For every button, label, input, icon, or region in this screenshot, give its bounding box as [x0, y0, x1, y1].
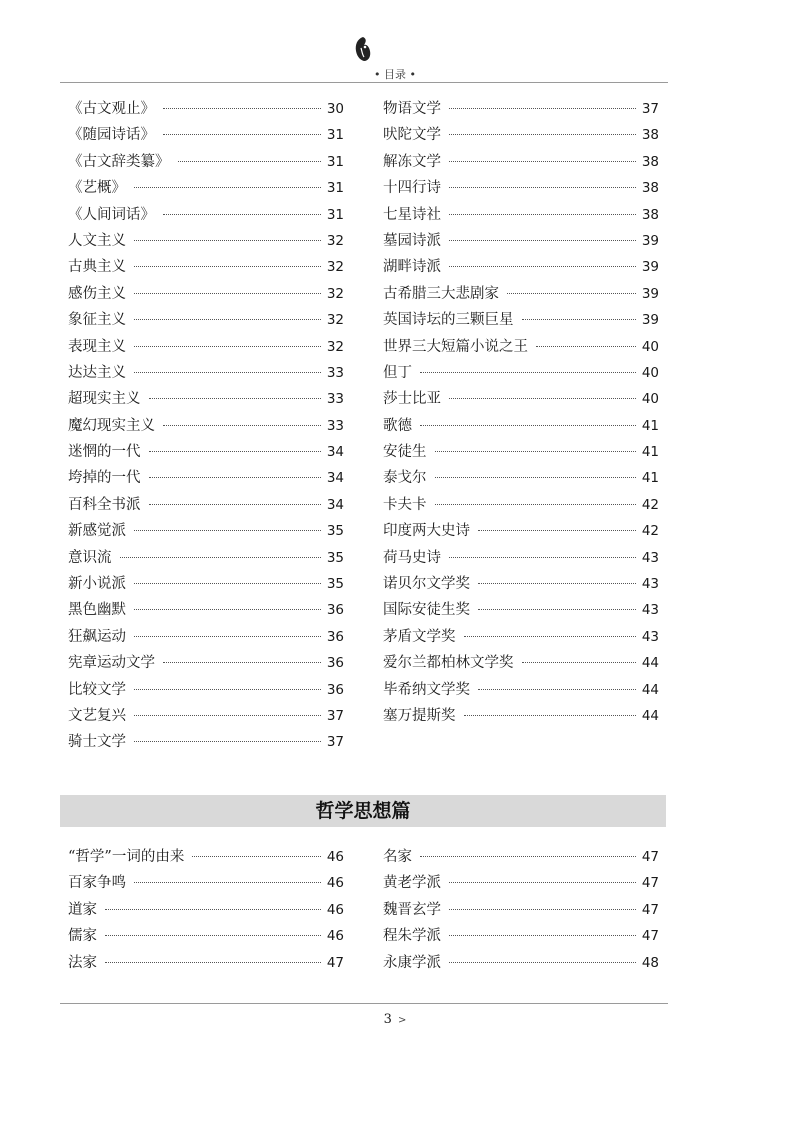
toc-entry-title: 《艺概》: [68, 180, 126, 197]
toc-entry-page: 36: [326, 628, 344, 645]
dot-leader: [149, 451, 321, 452]
toc-entry-page: 38: [641, 206, 659, 223]
dot-leader: [435, 477, 636, 478]
toc-entry-title: 泰戈尔: [383, 470, 427, 487]
dot-leader: [449, 935, 636, 936]
dot-leader: [120, 557, 321, 558]
toc-entry-title: 道家: [68, 901, 97, 918]
page-number-value: 3: [383, 1012, 392, 1027]
toc-top-left: [68, 96, 344, 756]
toc-entry[interactable]: [383, 650, 659, 676]
toc-entry-page: 38: [641, 127, 659, 144]
toc-entry[interactable]: [383, 334, 659, 360]
toc-entry[interactable]: [383, 281, 659, 307]
dot-leader: [449, 557, 636, 558]
toc-bottom-left: [68, 844, 344, 976]
dot-leader: [134, 319, 321, 320]
toc-entry[interactable]: [383, 202, 659, 228]
dot-leader: [420, 425, 636, 426]
dot-leader: [449, 240, 636, 241]
toc-entry-title: 世界三大短篇小说之王: [383, 338, 528, 355]
toc-entry-title: 永康学派: [383, 954, 441, 971]
toc-entry-page: 32: [326, 232, 344, 249]
toc-entry-page: 36: [326, 655, 344, 672]
toc-entry-page: 44: [641, 655, 659, 672]
toc-entry-title: 七星诗社: [383, 206, 441, 223]
toc-entry[interactable]: [68, 492, 344, 518]
toc-entry-title: 爱尔兰都柏林文学奖: [383, 655, 514, 672]
next-arrow-icon: >: [397, 1015, 407, 1026]
toc-entry-page: 41: [641, 417, 659, 434]
toc-entry-title: 表现主义: [68, 338, 126, 355]
toc-entry-page: 35: [326, 576, 344, 593]
toc-entry[interactable]: [68, 923, 344, 949]
toc-entry-title: 《古文观止》: [68, 101, 155, 117]
dot-leader: [134, 187, 321, 188]
toc-entry-page: 32: [326, 259, 344, 276]
toc-entry-page: 43: [641, 576, 659, 593]
toc-entry-title: 文艺复兴: [68, 707, 126, 724]
dot-leader: [449, 187, 636, 188]
toc-entry[interactable]: [383, 624, 659, 650]
toc-entry[interactable]: [383, 96, 659, 122]
publisher-logo-icon: [353, 36, 373, 62]
toc-entry-title: 古希腊三大悲剧家: [383, 285, 499, 302]
dot-leader: [449, 398, 636, 399]
toc-entry-page: 33: [326, 417, 344, 434]
toc-entry[interactable]: [68, 950, 344, 976]
toc-entry-page: 43: [641, 628, 659, 645]
toc-entry-page: 47: [641, 875, 659, 892]
toc-entry-title: 十四行诗: [383, 180, 441, 197]
dot-leader: [163, 662, 321, 663]
dot-leader: [163, 425, 321, 426]
toc-entry[interactable]: [383, 844, 659, 870]
dot-leader: [105, 909, 321, 910]
toc-entry-title: 新小说派: [68, 576, 126, 593]
toc-entry[interactable]: [383, 465, 659, 491]
toc-entry[interactable]: [68, 360, 344, 386]
toc-entry-page: 46: [326, 875, 344, 892]
dot-leader: [134, 636, 321, 637]
toc-entry-page: 41: [641, 444, 659, 461]
toc-entry-page: 30: [326, 101, 344, 117]
toc-entry-title: 百家争鸣: [68, 875, 126, 892]
toc-entry[interactable]: [68, 844, 344, 870]
dot-leader: [449, 108, 636, 109]
dot-leader: [420, 372, 636, 373]
toc-entry-page: 46: [326, 928, 344, 945]
toc-entry-title: 骑士文学: [68, 734, 126, 751]
dot-leader: [435, 504, 636, 505]
toc-entry[interactable]: [383, 254, 659, 280]
toc-entry-page: 39: [641, 232, 659, 249]
dot-leader: [134, 240, 321, 241]
toc-entry-title: 象征主义: [68, 312, 126, 329]
toc-entry-page: 34: [326, 470, 344, 487]
toc-entry[interactable]: [68, 254, 344, 280]
toc-entry[interactable]: [68, 597, 344, 623]
toc-entry-page: 47: [641, 849, 659, 865]
toc-entry-title: 印度两大史诗: [383, 523, 470, 540]
toc-entry[interactable]: [68, 175, 344, 201]
toc-entry-title: 塞万提斯奖: [383, 707, 456, 724]
dot-leader: [134, 583, 321, 584]
dot-leader: [192, 856, 320, 857]
toc-entry-title: 卡夫卡: [383, 496, 427, 513]
toc-entry-title: 法家: [68, 954, 97, 971]
toc-entry[interactable]: [383, 386, 659, 412]
toc-entry-title: 湖畔诗派: [383, 259, 441, 276]
toc-entry-page: 39: [641, 312, 659, 329]
toc-entry-page: 40: [641, 391, 659, 408]
dot-leader: [522, 319, 636, 320]
dot-leader: [163, 214, 321, 215]
dot-leader: [478, 583, 636, 584]
toc-entry[interactable]: [383, 413, 659, 439]
toc-entry[interactable]: [68, 122, 344, 148]
toc-entry-title: 新感觉派: [68, 523, 126, 540]
toc-entry[interactable]: [383, 703, 659, 729]
toc-entry-title: 感伤主义: [68, 285, 126, 302]
toc-entry-page: 43: [641, 602, 659, 619]
footer-divider: [60, 1003, 668, 1004]
dot-leader: [134, 689, 321, 690]
toc-entry-title: 宪章运动文学: [68, 655, 155, 672]
toc-entry-page: 36: [326, 602, 344, 619]
toc-entry-page: 38: [641, 153, 659, 170]
toc-entry-title: 魏晋玄学: [383, 901, 441, 918]
dot-leader: [449, 214, 636, 215]
toc-entry-page: 46: [326, 849, 344, 865]
dot-leader: [522, 662, 636, 663]
dot-leader: [478, 609, 636, 610]
toc-entry-page: 37: [641, 101, 659, 117]
toc-entry-title: 安徒生: [383, 444, 427, 461]
toc-entry[interactable]: [383, 149, 659, 175]
toc-entry-title: 毕希纳文学奖: [383, 681, 470, 698]
toc-entry-title: 解冻文学: [383, 153, 441, 170]
section-header: [60, 795, 666, 827]
toc-entry[interactable]: [383, 492, 659, 518]
dot-leader: [149, 398, 321, 399]
dot-leader: [449, 161, 636, 162]
dot-leader: [134, 741, 321, 742]
toc-entry[interactable]: [383, 923, 659, 949]
header-divider: [60, 82, 668, 83]
dot-leader: [149, 477, 321, 478]
toc-entry[interactable]: [383, 360, 659, 386]
toc-entry-title: 比较文学: [68, 681, 126, 698]
toc-entry[interactable]: [68, 439, 344, 465]
dot-leader: [478, 530, 636, 531]
toc-entry[interactable]: [68, 729, 344, 755]
toc-entry[interactable]: [383, 950, 659, 976]
toc-entry[interactable]: [68, 545, 344, 571]
toc-entry-title: 《人间词话》: [68, 206, 155, 223]
toc-entry-page: 36: [326, 681, 344, 698]
toc-entry-title: 百科全书派: [68, 496, 141, 513]
toc-entry-title: 物语文学: [383, 101, 441, 117]
dot-leader: [449, 882, 636, 883]
toc-entry-page: 31: [326, 206, 344, 223]
toc-bottom-right: [383, 844, 659, 976]
dot-leader: [420, 856, 636, 857]
dot-leader: [134, 266, 321, 267]
dot-leader: [105, 962, 321, 963]
toc-entry-page: 42: [641, 496, 659, 513]
toc-entry-title: 墓园诗派: [383, 232, 441, 249]
dot-leader: [134, 293, 321, 294]
toc-entry-page: 46: [326, 901, 344, 918]
toc-entry-title: 名家: [383, 849, 412, 865]
toc-entry-title: 人文主义: [68, 232, 126, 249]
toc-entry-page: 41: [641, 470, 659, 487]
toc-entry-page: 35: [326, 549, 344, 566]
toc-entry[interactable]: [68, 650, 344, 676]
toc-entry-page: 34: [326, 444, 344, 461]
toc-entry-title: 莎士比亚: [383, 391, 441, 408]
dot-leader: [105, 935, 321, 936]
header-label: • 目录 •: [374, 68, 416, 81]
toc-entry[interactable]: [383, 545, 659, 571]
toc-entry[interactable]: [68, 465, 344, 491]
toc-entry-page: 44: [641, 707, 659, 724]
toc-entry-title: 《随园诗话》: [68, 127, 155, 144]
toc-entry-page: 33: [326, 364, 344, 381]
toc-entry[interactable]: [383, 571, 659, 597]
toc-entry-page: 43: [641, 549, 659, 566]
toc-entry-page: 42: [641, 523, 659, 540]
page-number: [0, 1012, 790, 1027]
toc-entry[interactable]: [383, 677, 659, 703]
toc-entry-page: 48: [641, 954, 659, 971]
toc-entry[interactable]: [383, 518, 659, 544]
toc-entry-title: 但丁: [383, 364, 412, 381]
dot-leader: [163, 108, 321, 109]
dot-leader: [134, 609, 321, 610]
toc-entry[interactable]: [68, 677, 344, 703]
toc-entry[interactable]: [383, 439, 659, 465]
toc-entry[interactable]: [68, 202, 344, 228]
toc-entry-title: 达达主义: [68, 364, 126, 381]
dot-leader: [449, 266, 636, 267]
toc-entry[interactable]: [68, 897, 344, 923]
toc-entry-page: 34: [326, 496, 344, 513]
toc-entry-title: 吠陀文学: [383, 127, 441, 144]
dot-leader: [134, 372, 321, 373]
toc-entry[interactable]: [68, 96, 344, 122]
toc-entry-page: 40: [641, 338, 659, 355]
dot-leader: [507, 293, 636, 294]
dot-leader: [134, 715, 321, 716]
toc-entry-page: 44: [641, 681, 659, 698]
dot-leader: [449, 909, 636, 910]
toc-entry-title: 程朱学派: [383, 928, 441, 945]
toc-entry-title: 古典主义: [68, 259, 126, 276]
dot-leader: [134, 882, 321, 883]
section-title: 哲学思想篇: [315, 800, 411, 822]
dot-leader: [178, 161, 321, 162]
dot-leader: [464, 715, 636, 716]
toc-entry-page: 35: [326, 523, 344, 540]
toc-entry-title: 意识流: [68, 549, 112, 566]
toc-entry-page: 31: [326, 127, 344, 144]
toc-entry[interactable]: [383, 897, 659, 923]
toc-entry-title: 荷马史诗: [383, 549, 441, 566]
dot-leader: [464, 636, 636, 637]
toc-entry[interactable]: [68, 870, 344, 896]
toc-entry-page: 31: [326, 153, 344, 170]
toc-entry[interactable]: [383, 597, 659, 623]
toc-entry-page: 31: [326, 180, 344, 197]
toc-entry-title: 魔幻现实主义: [68, 417, 155, 434]
dot-leader: [449, 962, 636, 963]
toc-entry-page: 47: [641, 928, 659, 945]
toc-entry-page: 32: [326, 312, 344, 329]
toc-entry-page: 32: [326, 338, 344, 355]
toc-entry[interactable]: [383, 228, 659, 254]
dot-leader: [149, 504, 321, 505]
toc-entry[interactable]: [68, 228, 344, 254]
toc-entry[interactable]: [383, 175, 659, 201]
toc-entry-page: 38: [641, 180, 659, 197]
toc-entry-title: 狂飙运动: [68, 628, 126, 645]
toc-entry-title: “哲学”一词的由来: [68, 849, 185, 865]
toc-entry-title: 国际安徒生奖: [383, 602, 470, 619]
toc-entry-page: 37: [326, 707, 344, 724]
toc-entry[interactable]: [68, 334, 344, 360]
toc-entry[interactable]: [68, 518, 344, 544]
toc-entry-title: 《古文辞类纂》: [68, 153, 170, 170]
toc-entry-title: 超现实主义: [68, 391, 141, 408]
toc-entry[interactable]: [68, 703, 344, 729]
toc-entry-title: 垮掉的一代: [68, 470, 141, 487]
toc-entry-title: 诺贝尔文学奖: [383, 576, 470, 593]
toc-entry-title: 英国诗坛的三颗巨星: [383, 312, 514, 329]
dot-leader: [536, 346, 636, 347]
toc-entry[interactable]: [68, 307, 344, 333]
toc-entry[interactable]: [68, 281, 344, 307]
dot-leader: [435, 451, 636, 452]
toc-entry[interactable]: [383, 870, 659, 896]
toc-entry-title: 歌德: [383, 417, 412, 434]
toc-entry[interactable]: [383, 307, 659, 333]
toc-entry-page: 39: [641, 259, 659, 276]
toc-entry[interactable]: [68, 413, 344, 439]
toc-entry[interactable]: [68, 386, 344, 412]
dot-leader: [163, 134, 321, 135]
toc-entry-page: 47: [641, 901, 659, 918]
dot-leader: [449, 134, 636, 135]
dot-leader: [134, 346, 321, 347]
toc-entry[interactable]: [68, 149, 344, 175]
toc-entry[interactable]: [383, 122, 659, 148]
toc-entry-page: 39: [641, 285, 659, 302]
toc-entry-title: 黄老学派: [383, 875, 441, 892]
toc-entry[interactable]: [68, 624, 344, 650]
toc-entry-page: 37: [326, 734, 344, 751]
toc-top-right: [383, 96, 659, 729]
toc-entry-page: 33: [326, 391, 344, 408]
dot-leader: [134, 530, 321, 531]
toc-entry-title: 儒家: [68, 928, 97, 945]
toc-entry-title: 黑色幽默: [68, 602, 126, 619]
toc-entry-title: 迷惘的一代: [68, 444, 141, 461]
dot-leader: [478, 689, 636, 690]
toc-entry-page: 40: [641, 364, 659, 381]
toc-entry-page: 47: [326, 954, 344, 971]
toc-entry-title: 茅盾文学奖: [383, 628, 456, 645]
toc-entry[interactable]: [68, 571, 344, 597]
toc-entry-page: 32: [326, 285, 344, 302]
